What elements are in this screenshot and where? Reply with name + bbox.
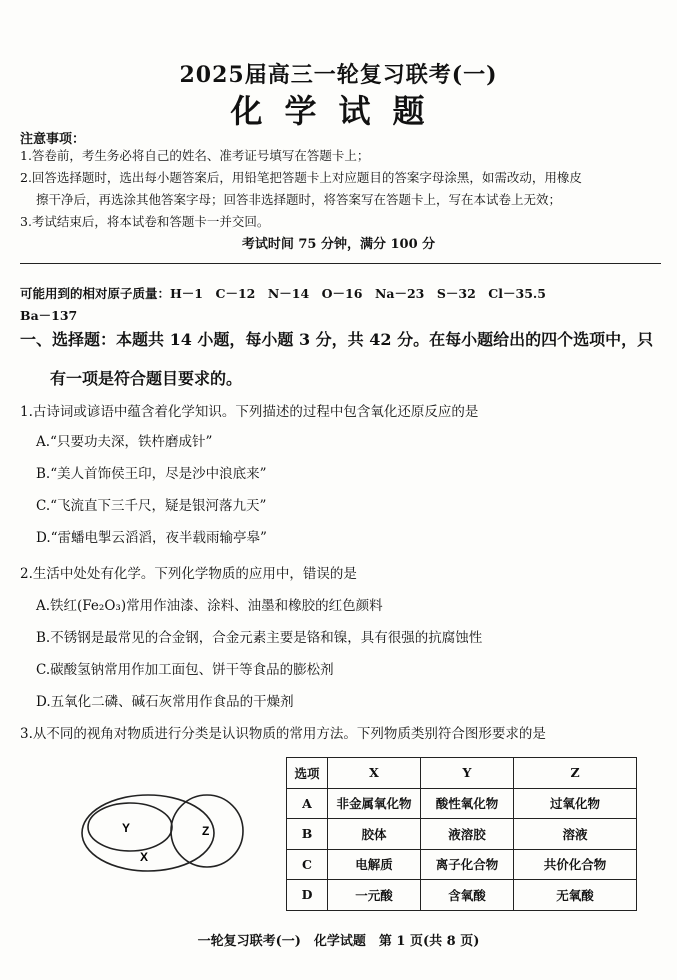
table-cell: 液溶胶 xyxy=(421,819,514,850)
label-y: Y xyxy=(122,821,131,835)
table-header: X xyxy=(328,758,421,789)
table-cell: 溶液 xyxy=(514,819,637,850)
table-header-row xyxy=(287,758,637,789)
table-cell: 电解质 xyxy=(328,849,421,880)
question-option: D.五氧化二磷、碱石灰常用作食品的干燥剂 xyxy=(36,694,294,710)
table-cell: 酸性氧化物 xyxy=(421,788,514,819)
table-cell: D xyxy=(287,880,328,911)
exam-time-info: 考试时间 75 分钟，满分 100 分 xyxy=(241,237,436,252)
table-cell: 离子化合物 xyxy=(421,849,514,880)
question-stem: 3.从不同的视角对物质进行分类是认识物质的常用方法。下列物质类别符合图形要求的是 xyxy=(20,726,546,742)
question-option: B.“美人首饰侯王印，尽是沙中浪底来” xyxy=(36,466,267,482)
notice-item: 擦干净后，再选涂其他答案字母；回答非选择题时，将答案写在答题卡上，写在本试卷上无效； xyxy=(36,192,562,207)
table-cell: 含氧酸 xyxy=(421,880,514,911)
label-x: X xyxy=(140,850,149,864)
table-row xyxy=(287,819,637,850)
question-option: B.不锈钢是最常见的合金钢，合金元素主要是铬和镍，具有很强的抗腐蚀性 xyxy=(36,630,483,646)
atomic-masses: 可能用到的相对原子质量：H－1 C－12 N－14 O－16 Na－23 S－32 Cl－35.5 xyxy=(20,286,546,301)
question-option: C.“飞流直下三千尺，疑是银河落九天” xyxy=(36,498,267,514)
table-cell: A xyxy=(287,788,328,819)
notice-item: 2.回答选择题时，选出每小题答案后，用铅笔把答题卡上对应题目的答案字母涂黑，如需改动，用橡皮 xyxy=(20,170,582,185)
atomic-masses-cont: Ba－137 xyxy=(20,308,78,323)
table-cell: 胶体 xyxy=(328,819,421,850)
table-cell: B xyxy=(287,819,328,850)
table-cell: 非金属氧化物 xyxy=(328,788,421,819)
table-cell: C xyxy=(287,849,328,880)
venn-diagram xyxy=(70,788,250,878)
table-row xyxy=(287,849,637,880)
exam-title: 2025届高三一轮复习联考(一) xyxy=(179,62,498,88)
table-header: 选项 xyxy=(287,758,328,789)
notice-heading: 注意事项： xyxy=(20,132,86,147)
label-z: Z xyxy=(202,824,210,838)
divider xyxy=(20,263,661,264)
question-stem: 1.古诗词或谚语中蕴含着化学知识。下列描述的过程中包含氧化还原反应的是 xyxy=(20,404,479,420)
table-header: Z xyxy=(514,758,637,789)
section-heading: 一、选择题：本题共 14 小题，每小题 3 分，共 42 分。在每小题给出的四个选项中，只 xyxy=(20,330,654,349)
table-cell: 无氧酸 xyxy=(514,880,637,911)
table-cell: 共价化合物 xyxy=(514,849,637,880)
page-footer: 一轮复习联考(一) 化学试题 第 1 页(共 8 页) xyxy=(197,934,480,949)
question-option: D.“雷蟠电掣云滔滔，夜半载雨输亭皋” xyxy=(36,530,267,546)
question-option: C.碳酸氢钠常用作加工面包、饼干等食品的膨松剂 xyxy=(36,662,334,678)
subject-title: 化学试题 xyxy=(230,92,447,130)
table-row xyxy=(287,880,637,911)
notice-item: 3.考试结束后，将本试卷和答题卡一并交回。 xyxy=(20,214,270,229)
table-cell: 过氧化物 xyxy=(514,788,637,819)
notice-item: 1.答卷前，考生务必将自己的姓名、准考证号填写在答题卡上； xyxy=(20,148,370,163)
options-table xyxy=(286,757,637,911)
table-header: Y xyxy=(421,758,514,789)
section-heading-cont: 有一项是符合题目要求的。 xyxy=(50,369,243,388)
table-cell: 一元酸 xyxy=(328,880,421,911)
question-option: A.“只要功夫深，铁杵磨成针” xyxy=(36,434,213,450)
question-stem: 2.生活中处处有化学。下列化学物质的应用中，错误的是 xyxy=(20,566,357,582)
question-option: A.铁红(Fe₂O₃)常用作油漆、涂料、油墨和橡胶的红色颜料 xyxy=(36,598,383,614)
table-row xyxy=(287,788,637,819)
